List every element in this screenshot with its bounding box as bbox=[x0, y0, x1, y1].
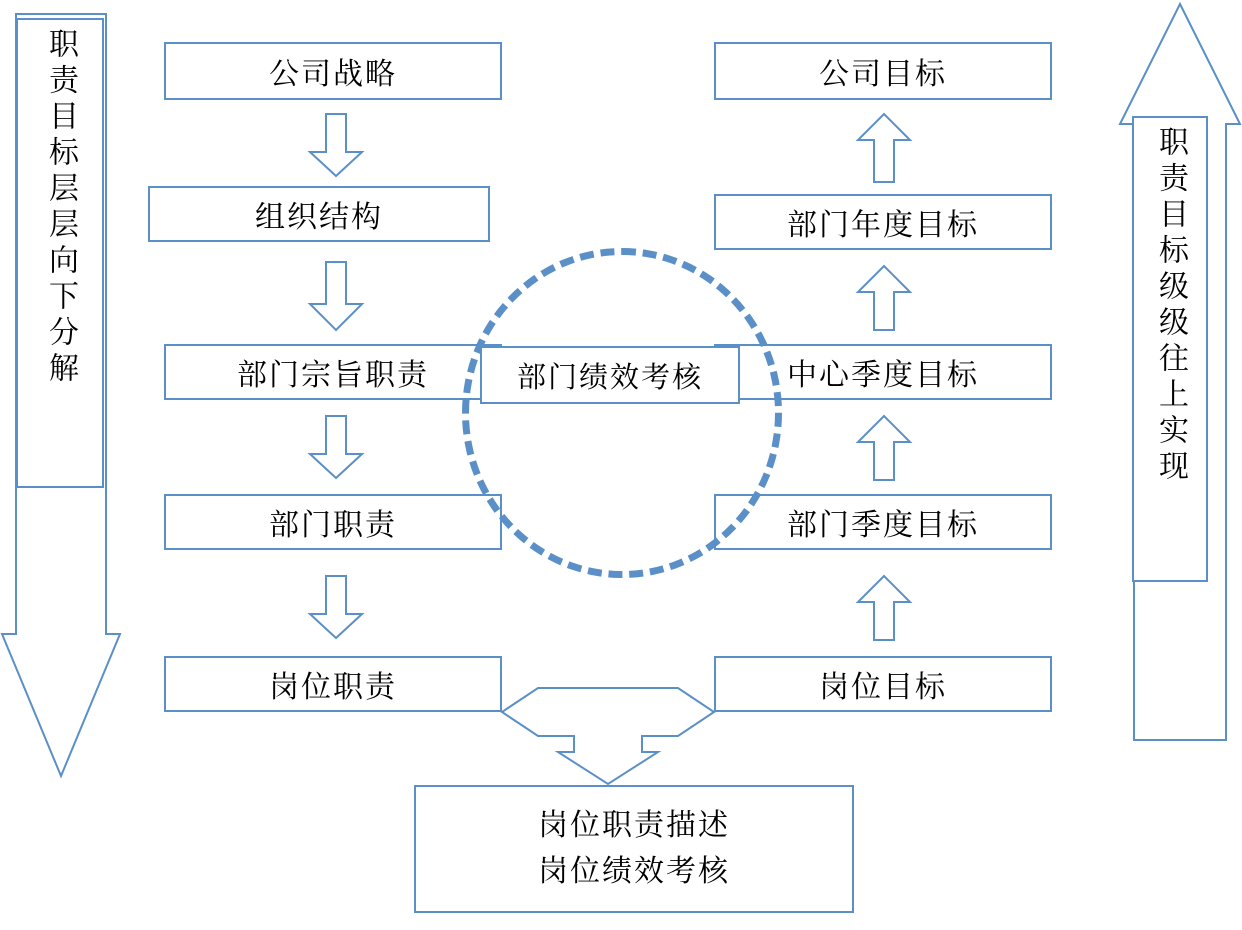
bottom-box-line-1: 岗位职责描述 bbox=[538, 808, 730, 842]
box-department-duty[interactable] bbox=[164, 494, 502, 550]
box-company-strategy[interactable] bbox=[164, 42, 502, 100]
box-label: 部门职责 bbox=[269, 509, 397, 542]
right-direction-label: 职责目标级级往上实现 bbox=[1154, 126, 1187, 486]
box-organization-structure[interactable] bbox=[148, 186, 490, 242]
box-company-goal[interactable] bbox=[714, 42, 1052, 100]
box-department-performance-review[interactable] bbox=[480, 346, 740, 404]
box-label: 岗位目标 bbox=[819, 671, 947, 704]
box-position-goal[interactable] bbox=[714, 656, 1052, 712]
left-flow-arrow-1 bbox=[310, 114, 362, 176]
box-position-description-and-review[interactable] bbox=[414, 785, 854, 913]
box-label: 中心季度目标 bbox=[787, 359, 979, 392]
box-label: 部门年度目标 bbox=[787, 209, 979, 242]
box-label: 部门绩效考核 bbox=[516, 361, 703, 394]
performance-review-circle bbox=[462, 248, 782, 578]
right-flow-arrow-4 bbox=[858, 576, 910, 640]
left-direction-bar bbox=[16, 18, 104, 488]
left-flow-arrow-2 bbox=[310, 262, 362, 330]
box-label: 部门季度目标 bbox=[787, 509, 979, 542]
right-flow-arrow-2 bbox=[858, 266, 910, 330]
box-label: 公司目标 bbox=[819, 58, 947, 91]
box-label: 岗位职责 bbox=[269, 671, 397, 704]
box-position-duty[interactable] bbox=[164, 656, 502, 712]
right-flow-arrow-1 bbox=[858, 114, 910, 182]
box-department-quarterly-goal[interactable] bbox=[714, 494, 1052, 550]
left-flow-arrow-3 bbox=[310, 416, 362, 478]
box-label: 组织结构 bbox=[255, 201, 383, 234]
right-flow-arrow-3 bbox=[858, 416, 910, 480]
bottom-box-line-2: 岗位绩效考核 bbox=[538, 855, 730, 888]
left-direction-label: 职责目标层层向下分解 bbox=[44, 28, 77, 388]
box-label: 部门宗旨职责 bbox=[237, 359, 429, 392]
right-direction-bar bbox=[1132, 116, 1208, 582]
left-flow-arrow-4 bbox=[310, 576, 362, 638]
box-label: 公司战略 bbox=[269, 58, 397, 91]
box-department-annual-goal[interactable] bbox=[714, 194, 1052, 250]
box-department-mission-duty[interactable] bbox=[164, 344, 502, 400]
bottom-merge-arrow bbox=[502, 680, 714, 784]
